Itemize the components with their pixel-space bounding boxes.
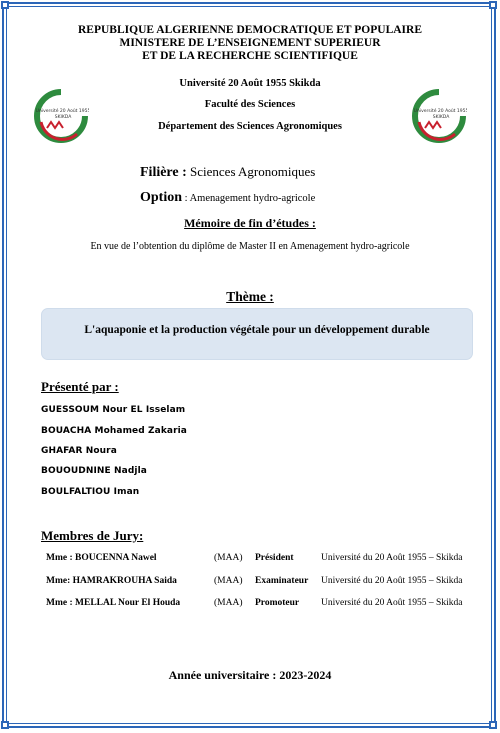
corner-ornament-icon <box>489 721 497 729</box>
jury-name: Mme : BOUCENNA Nawel <box>46 553 157 563</box>
corner-ornament-icon <box>1 721 9 729</box>
option-line <box>140 190 315 206</box>
jury-grade: (MAA) <box>214 598 243 608</box>
jury-row <box>46 576 486 588</box>
header-republic: REPUBLIQUE ALGERIENNE DEMOCRATIQUE ET POPULAIRE <box>78 24 422 36</box>
jury-title: Membres de Jury: <box>41 528 144 543</box>
corner-ornament-icon <box>1 1 9 9</box>
filiere-line <box>140 164 315 181</box>
logo-caption-city: SKIKDA <box>54 115 72 120</box>
jury-role: Examinateur <box>255 576 309 586</box>
jury-grade: (MAA) <box>214 576 243 586</box>
option-label: Option <box>140 190 183 205</box>
logo-caption: Université 20 Août 1955 <box>413 109 467 114</box>
corner-ornament-icon <box>489 1 497 9</box>
presenters-title: Présenté par : <box>41 379 119 394</box>
header-research: ET DE LA RECHERCHE SCIENTIFIQUE <box>142 50 358 62</box>
university-logo-icon <box>33 88 89 144</box>
theme-label: Thème : <box>226 289 274 304</box>
jury-university: Université du 20 Août 1955 – Skikda <box>321 576 463 586</box>
faculty-name: Faculté des Sciences <box>204 99 296 110</box>
presenter-name: GUESSOUM Nour EL Isselam <box>41 405 186 415</box>
presenter-name: GHAFAR Noura <box>41 446 117 456</box>
logo-caption: Université 20 Août 1955 <box>35 109 89 114</box>
department-name: Département des Sciences Agronomiques <box>158 121 342 132</box>
obtention-line: En vue de l’obtention du diplôme de Master II en Amenagement hydro-agricole <box>90 241 410 252</box>
jury-grade: (MAA) <box>214 553 243 563</box>
option-value: : Amenagement hydro-agricole <box>184 193 316 204</box>
logo-caption-city: SKIKDA <box>432 115 450 120</box>
academic-year: Année universitaire : 2023-2024 <box>168 668 332 682</box>
presenter-name: BOUOUDNINE Nadjla <box>41 466 147 476</box>
jury-university: Université du 20 Août 1955 – Skikda <box>321 553 463 563</box>
presenter-name: BOULFALTIOU Iman <box>41 487 140 497</box>
presenter-name: BOUACHA Mohamed Zakaria <box>41 426 187 436</box>
theme-text: L'aquaponie et la production végétale pour un développement durable <box>84 324 430 336</box>
jury-row <box>46 598 486 610</box>
jury-university: Université du 20 Août 1955 – Skikda <box>321 598 463 608</box>
jury-role: Président <box>255 553 294 563</box>
jury-row <box>46 553 486 565</box>
header-ministry: MINISTERE DE L’ENSEIGNEMENT SUPERIEUR <box>119 37 381 49</box>
jury-name: Mme: HAMRAKROUHA Saida <box>46 576 177 586</box>
university-name: Université 20 Août 1955 Skikda <box>179 78 321 89</box>
university-logo-icon <box>411 88 467 144</box>
jury-role: Promoteur <box>255 598 300 608</box>
filiere-value: Sciences Agronomiques <box>190 164 316 179</box>
filiere-label: Filière : <box>140 165 187 180</box>
theme-box <box>41 308 473 360</box>
memoire-title: Mémoire de fin d’études : <box>184 216 316 230</box>
jury-name: Mme : MELLAL Nour El Houda <box>46 598 181 608</box>
